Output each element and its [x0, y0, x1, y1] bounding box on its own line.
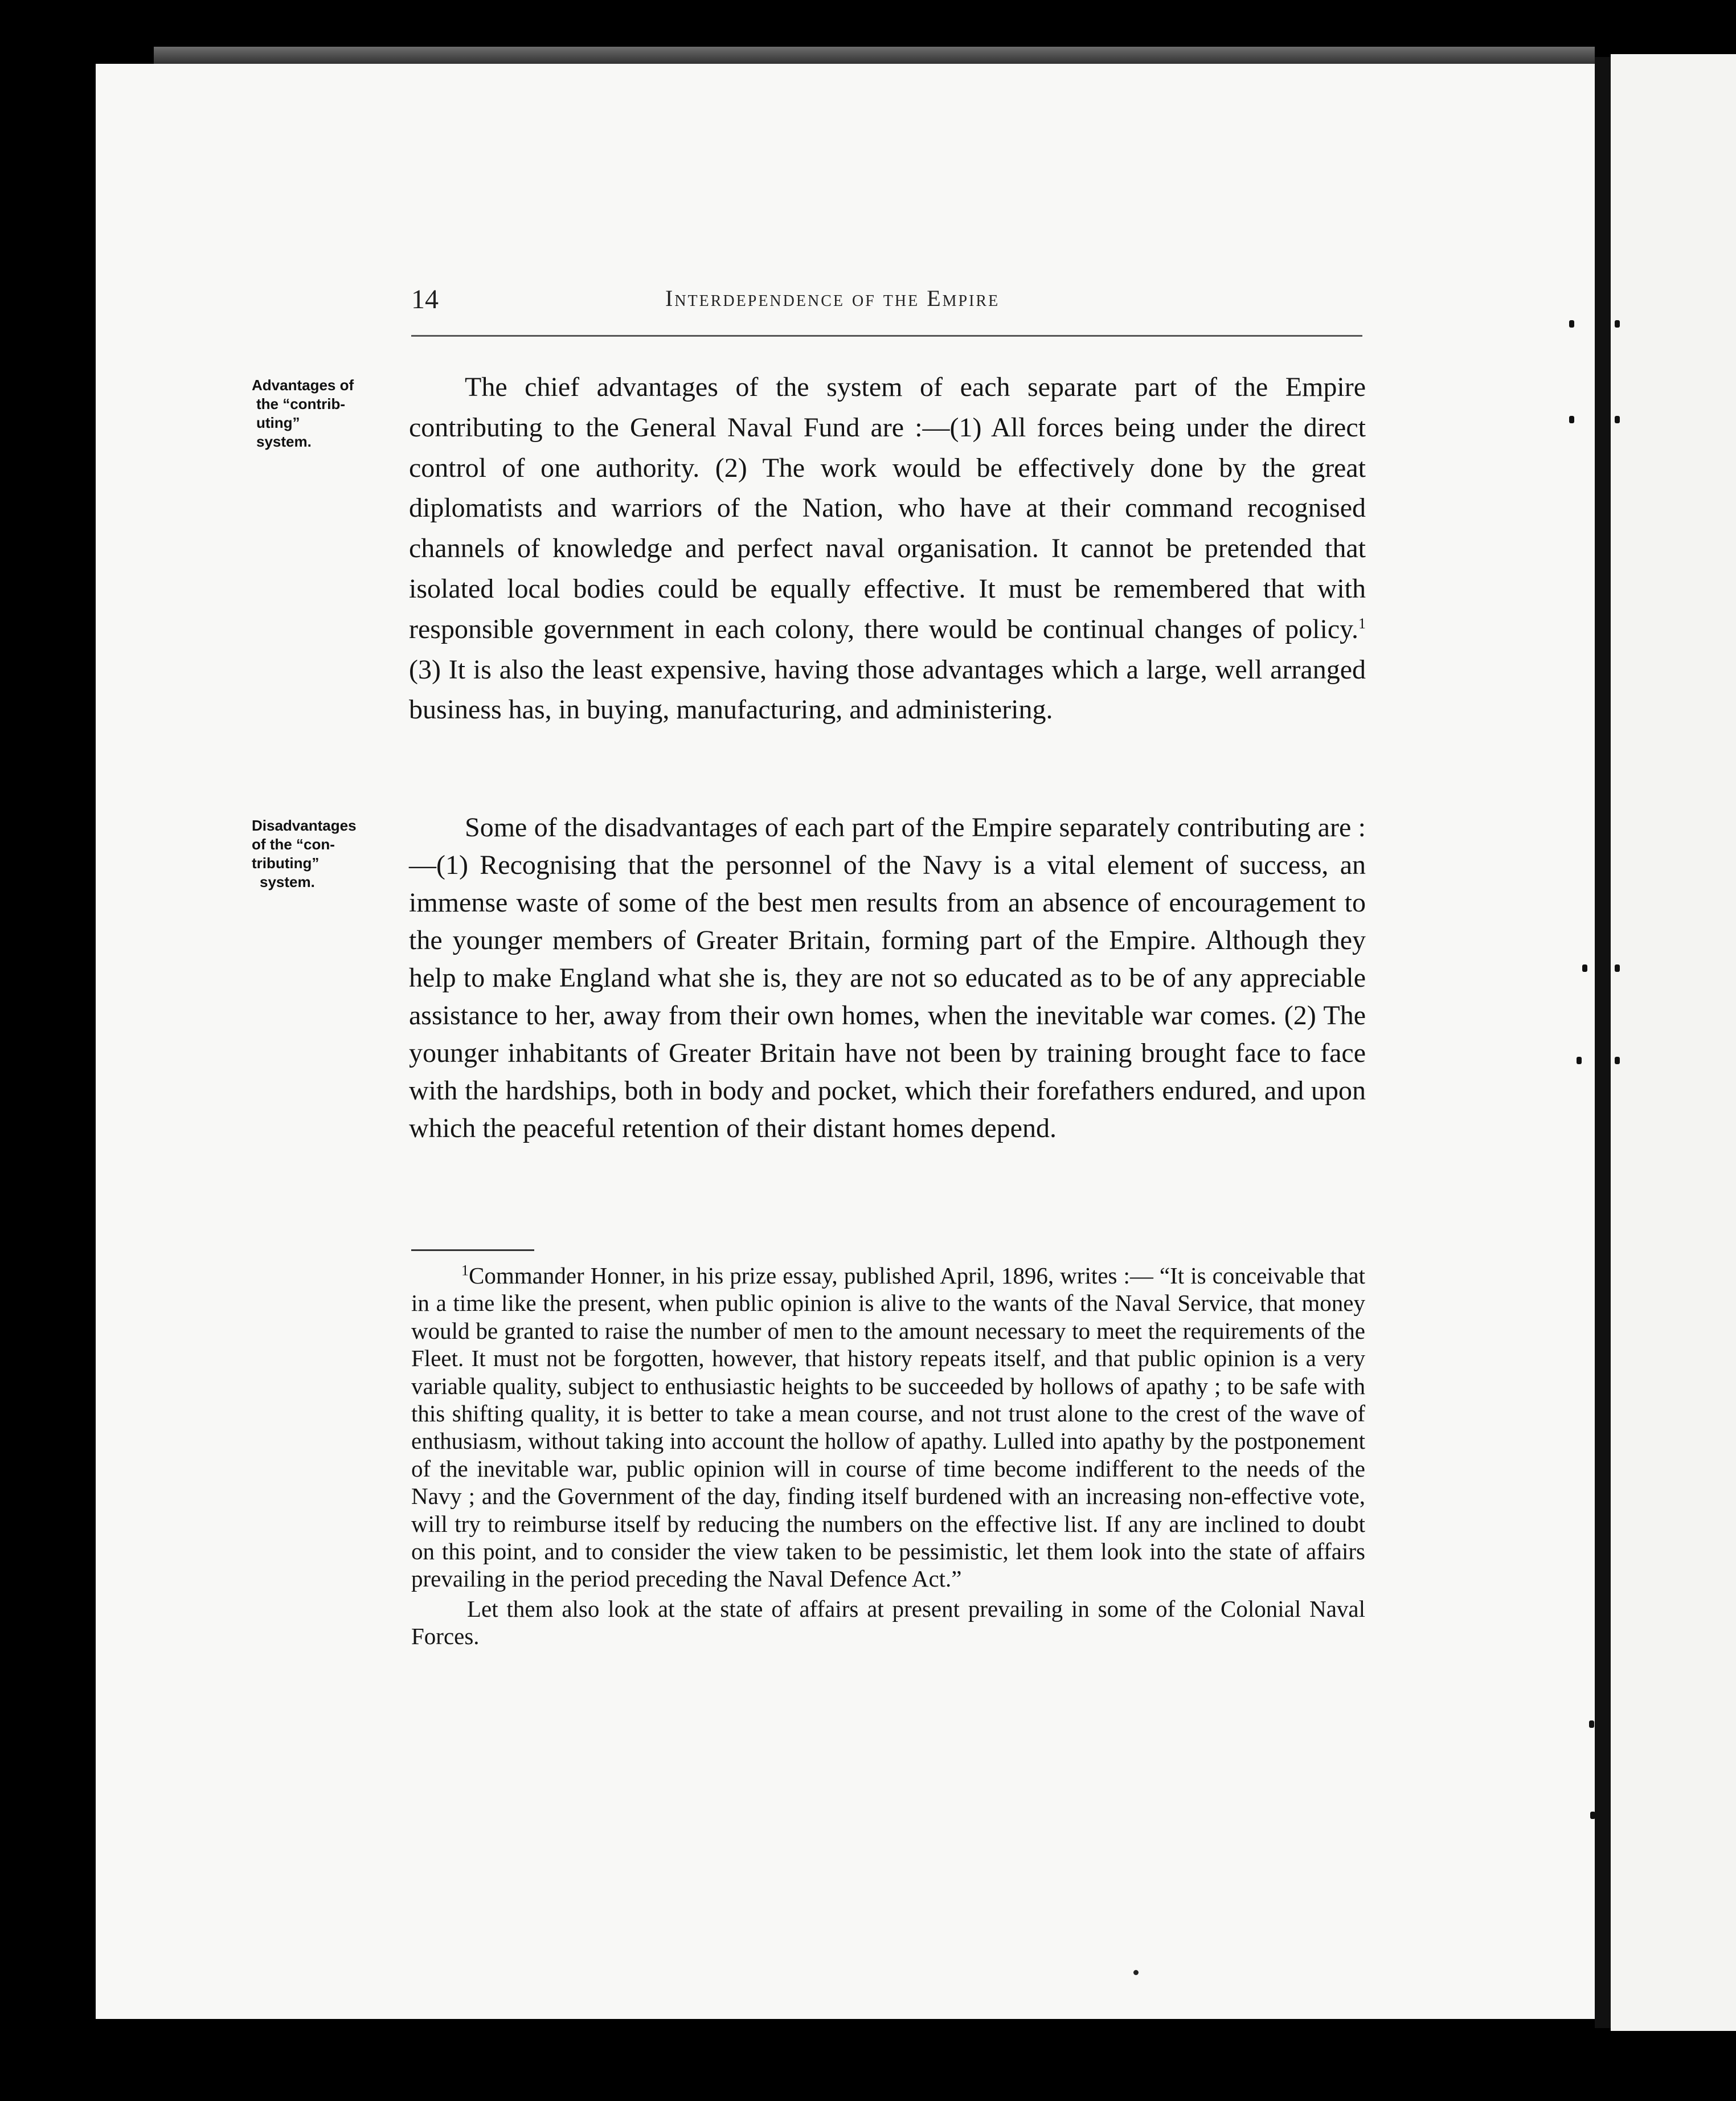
page-gutter: [1595, 57, 1611, 2028]
sidenote-line: system.: [260, 873, 315, 890]
header-rule: [411, 335, 1362, 337]
footnote-text: Commander Honner, in his prize essay, published April, 1896, writes :— “It is conceivable that in a time like the present, when public opinion is alive to the wants of the Naval Service, that money would be granted to raise the number of men to the amount necessary to meet the requirements of the Fleet. It must not be forgotten, however, that history repeats itself, and that public opinion is a very variable quality, subject to enthusiastic heights to be succeeded by hollows of apathy ; to be safe with this shifting quality, it is better to take a mean course, and not trust alone to the crest of the wave of enthusiasm, without taking into account the hollow of apathy. Lulled into apathy by the postponement of the inevitable war, public opinion will in course of time become indifferent to the needs of the Navy ; and the Government of the day, finding itself burdened with an increasing non-effective vote, will try to reimburse itself by reducing the numbers on the effective list. If any are inclined to doubt on this point, and to consider the view taken to be pessimistic, let them look into the state of affairs prevailing in the period preceding the Naval Defence Act.”: [411, 1262, 1365, 1592]
page-speck: [1133, 1970, 1139, 1975]
adjacent-page-edge: [1611, 54, 1736, 2031]
sidenote-line: tributing”: [252, 855, 320, 872]
binding-hole-mark: [1615, 964, 1620, 972]
sidenote-line: Advantages of: [252, 377, 354, 394]
paragraph-text: (3) It is also the least expensive, having those advantages which a large, well arranged business has, in buying, manufacturing, and administering.: [409, 654, 1366, 725]
running-head: Interdependence of the Empire: [665, 285, 1000, 311]
paragraph-advantages: [409, 367, 1366, 730]
binding-hole-mark: [1615, 416, 1620, 423]
sidenote-line: the “contrib-: [256, 395, 345, 412]
binding-hole-mark: [1569, 416, 1574, 423]
binding-hole-mark: [1589, 1720, 1594, 1728]
sidenote-line: system.: [256, 433, 312, 450]
footnote-rule: [411, 1249, 534, 1251]
footnote-paragraph: [411, 1262, 1365, 1593]
binding-hole-mark: [1615, 1057, 1620, 1064]
paragraph-text: The chief advantages of the system of each separate part of the Empire contributing to the General Naval Fund are :—(1) All forces being under the direct control of one authority. (2) The work would be effectively done by the great diplomatists and warriors of the Nation, who have at their command recognised channels of knowledge and perfect naval organisation. It cannot be pretended that isolated local bodies could be equally effective. It must be remembered that with responsible government in each colony, there would be continual changes of policy.: [409, 372, 1366, 644]
sidenote-line: of the “con-: [252, 836, 335, 853]
footnote-continuation: Let them also look at the state of affairs at present prevailing in some of the Colonial Naval Forces.: [411, 1595, 1365, 1650]
binding-hole-mark: [1615, 320, 1620, 328]
page-number: 14: [411, 284, 439, 314]
footnote-mark: 1: [461, 1262, 469, 1279]
paragraph-disadvantages: Some of the disadvantages of each part of the Empire separately contributing are :—(1) Recognising that the personnel of the Navy is a vital element of success, an immense waste of some of the best men results from an absence of encouragement to the younger members of Greater Britain, forming part of the Empire. Although they help to make England what she is, they are not so educated as to be of any appreciable assistance to her, away from their own homes, when the inevitable war comes. (2) The younger inhabitants of Greater Britain have not been by training brought face to face with the hardships, both in body and pocket, which their forefathers endured, and upon which the peaceful retention of their distant homes depend.: [409, 812, 1366, 1143]
footnote: [411, 1262, 1365, 1650]
sidenote-disadvantages: [252, 816, 400, 892]
binding-hole-mark: [1569, 320, 1574, 328]
sidenote-line: uting”: [256, 414, 300, 431]
binding-hole-mark: [1577, 1057, 1582, 1064]
binding-hole-mark: [1582, 964, 1587, 972]
scan-edge-top: [154, 47, 1595, 66]
binding-hole-mark: [1590, 1812, 1595, 1819]
page-header: [411, 273, 1362, 325]
sidenote-line: Disadvantages: [252, 817, 357, 834]
sidenote-advantages: [252, 376, 394, 451]
footnote-reference: 1: [1358, 615, 1366, 632]
